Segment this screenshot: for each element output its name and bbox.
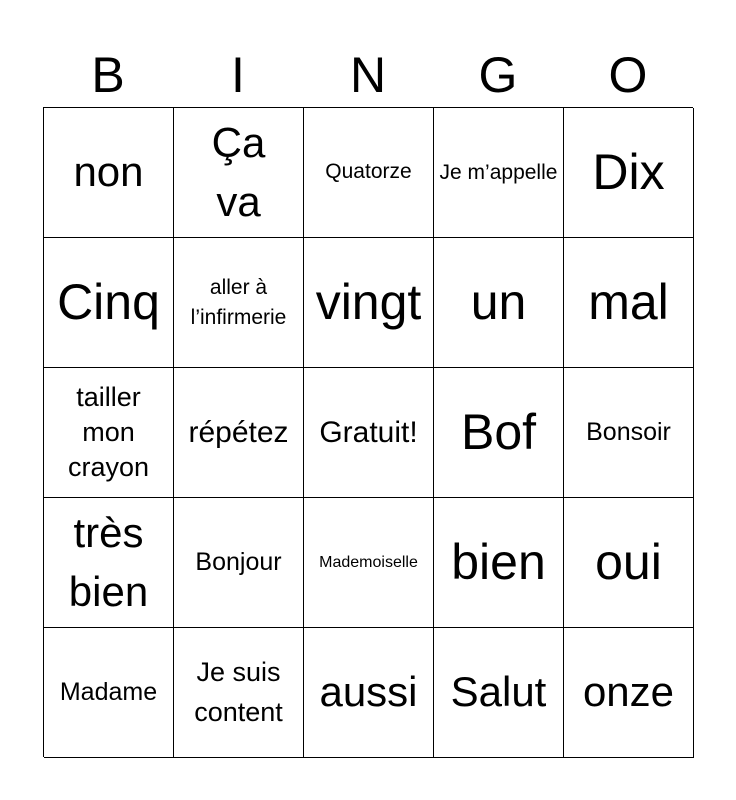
bingo-cell[interactable] [304, 628, 434, 758]
cell-label: bien [451, 533, 546, 590]
bingo-cell[interactable] [44, 498, 174, 628]
cell-label: Gratuit! [319, 415, 418, 449]
cell-label: Quatorze [325, 160, 412, 184]
cell-label: Mademoiselle [319, 553, 418, 571]
bingo-cell[interactable] [564, 498, 694, 628]
bingo-cell[interactable] [174, 628, 304, 758]
bingo-cell[interactable] [44, 238, 174, 368]
bingo-cell[interactable] [434, 108, 564, 238]
cell-label: Bof [460, 403, 537, 460]
cell-label: Bonsoir [586, 417, 671, 446]
cell-label: Cinq [57, 273, 160, 330]
bingo-cell[interactable] [564, 238, 694, 368]
bingo-cell[interactable] [434, 368, 564, 498]
bingo-board [43, 107, 693, 757]
cell-label: répétez [188, 415, 289, 449]
cell-label: aller à l’infirmerie [190, 276, 287, 329]
bingo-cell[interactable] [564, 108, 694, 238]
cell-label: tailler mon crayon [67, 381, 150, 483]
header-letter-n: N [349, 47, 387, 103]
cell-label: Ça va [211, 118, 266, 225]
bingo-cell[interactable] [304, 108, 434, 238]
bingo-cell[interactable] [174, 108, 304, 238]
cell-label: Madame [59, 677, 158, 706]
bingo-cell[interactable] [44, 628, 174, 758]
bingo-cell[interactable] [434, 238, 564, 368]
cell-label: Salut [450, 668, 547, 716]
cell-label: aussi [319, 668, 418, 716]
bingo-header [43, 44, 693, 106]
cell-label: mal [588, 273, 669, 330]
cell-label: très bien [68, 508, 149, 615]
cell-label: Bonjour [195, 547, 282, 576]
cell-label: un [470, 273, 527, 330]
cell-label: vingt [315, 273, 422, 330]
bingo-cell[interactable] [304, 498, 434, 628]
bingo-cell[interactable] [304, 368, 434, 498]
header-letter-o: O [608, 47, 648, 103]
bingo-cell[interactable] [174, 498, 304, 628]
cell-label: non [73, 148, 144, 196]
bingo-cell[interactable] [304, 238, 434, 368]
header-letter-g: G [478, 47, 518, 103]
bingo-cell[interactable] [174, 238, 304, 368]
bingo-cell[interactable] [44, 368, 174, 498]
cell-label: Dix [592, 143, 665, 200]
header-letter-i: I [231, 47, 245, 103]
bingo-cell[interactable] [564, 368, 694, 498]
bingo-cell[interactable] [174, 368, 304, 498]
header-letter-b: B [91, 47, 125, 103]
cell-label: Je suis content [194, 657, 283, 727]
cell-label: onze [582, 668, 675, 716]
bingo-cell[interactable] [434, 498, 564, 628]
cell-label: oui [595, 533, 662, 590]
cell-label: Je m’appelle [439, 160, 558, 184]
bingo-cell[interactable] [564, 628, 694, 758]
bingo-cell[interactable] [434, 628, 564, 758]
bingo-cell[interactable] [44, 108, 174, 238]
